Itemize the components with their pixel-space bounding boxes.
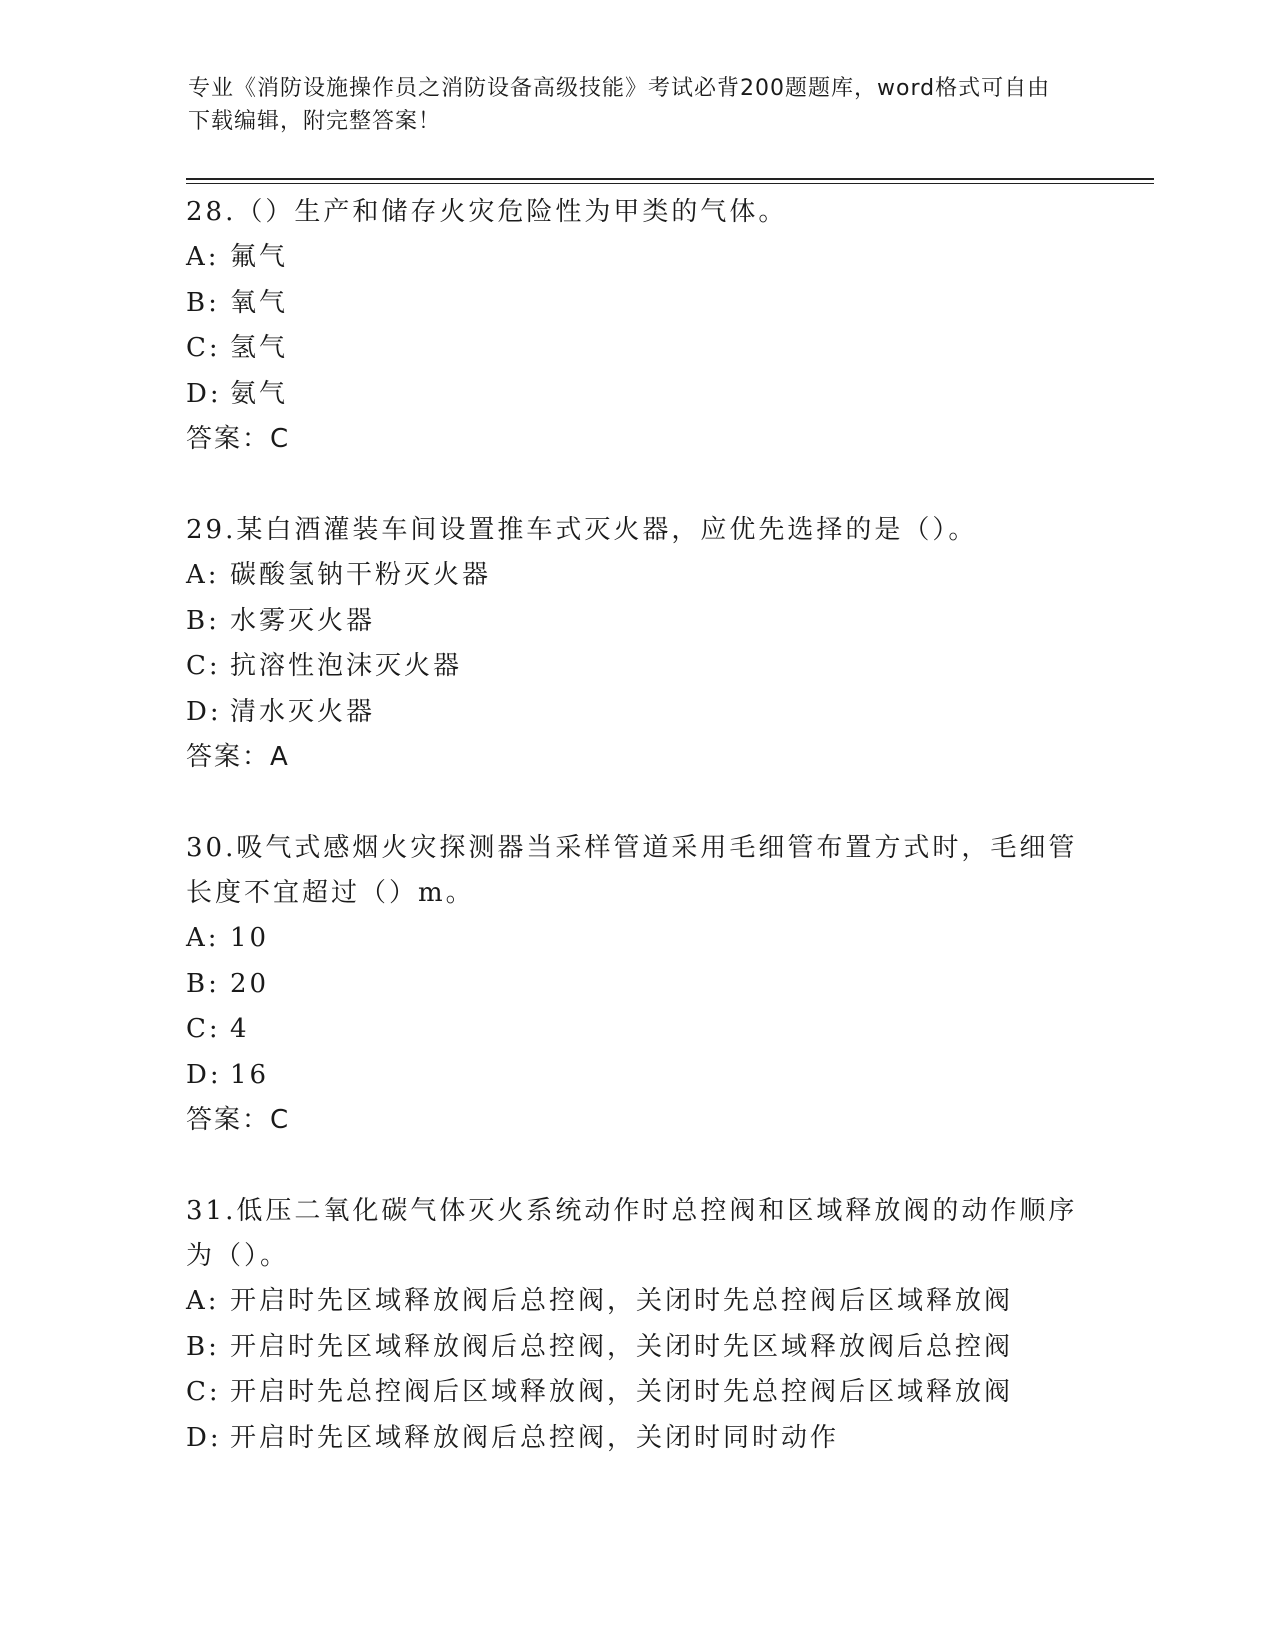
option-d	[186, 1416, 1086, 1462]
option-c	[186, 644, 1086, 690]
option-a	[186, 553, 1086, 599]
answer-line: 答案：C	[186, 1105, 291, 1135]
option-key: C:	[186, 333, 221, 363]
option-b	[186, 281, 1086, 327]
option-key: C:	[186, 651, 221, 681]
question-stem: 31.低压二氧化碳气体灭火系统动作时总控阀和区域释放阀的动作顺序为（）。	[186, 1196, 1078, 1271]
option-c	[186, 1370, 1086, 1416]
option-key: A:	[186, 560, 220, 590]
option-text: 氨气	[230, 378, 289, 409]
option-key: D:	[186, 1422, 222, 1453]
question-stem: 30.吸气式感烟火灾探测器当采样管道采用毛细管布置方式时，毛细管长度不宜超过（）m。	[186, 833, 1078, 908]
option-text: 氢气	[230, 333, 289, 363]
option-b	[186, 599, 1086, 645]
question-29	[186, 508, 1086, 780]
option-text: 氟气	[230, 242, 289, 272]
option-c	[186, 1007, 1086, 1053]
option-text: 氧气	[230, 287, 289, 318]
option-key: C:	[186, 1014, 221, 1044]
option-b	[186, 1325, 1086, 1371]
option-d	[186, 372, 1086, 418]
option-key: A:	[186, 242, 220, 272]
option-d	[186, 1053, 1086, 1099]
option-key: C:	[186, 1377, 221, 1407]
option-text: 开启时先区域释放阀后总控阀，关闭时先区域释放阀后总控阀	[230, 1331, 1014, 1362]
option-b	[186, 962, 1086, 1008]
header-divider	[186, 178, 1154, 184]
option-key: B:	[186, 1331, 220, 1362]
question-stem: 28.（）生产和储存火灾危险性为甲类的气体。	[186, 197, 788, 227]
option-a	[186, 916, 1086, 962]
question-28	[186, 190, 1086, 462]
option-text: 10	[230, 923, 270, 953]
option-text: 16	[230, 1059, 270, 1090]
question-30	[186, 826, 1086, 1143]
option-text: 开启时先区域释放阀后总控阀，关闭时先总控阀后区域释放阀	[230, 1286, 1014, 1316]
option-text: 水雾灭火器	[230, 605, 376, 636]
question-stem: 29.某白酒灌装车间设置推车式灭火器，应优先选择的是（）。	[186, 515, 978, 545]
option-key: D:	[186, 696, 222, 727]
option-key: B:	[186, 605, 220, 636]
option-key: D:	[186, 1059, 222, 1090]
document-header: 专业《消防设施操作员之消防设备高级技能》考试必背200题题库，word格式可自由下载编辑，附完整答案！	[188, 76, 1051, 134]
option-a	[186, 235, 1086, 281]
question-list	[186, 190, 1086, 1507]
option-text: 20	[230, 968, 270, 999]
option-text: 4	[230, 1014, 250, 1044]
option-key: D:	[186, 378, 222, 409]
option-key: B:	[186, 968, 220, 999]
option-c	[186, 326, 1086, 372]
option-text: 开启时先区域释放阀后总控阀，关闭时同时动作	[230, 1422, 840, 1453]
option-text: 抗溶性泡沫灭火器	[230, 651, 463, 681]
option-text: 开启时先总控阀后区域释放阀，关闭时先总控阀后区域释放阀	[230, 1377, 1014, 1407]
option-key: A:	[186, 1286, 220, 1316]
option-key: B:	[186, 287, 220, 318]
option-text: 碳酸氢钠干粉灭火器	[230, 560, 492, 590]
option-a	[186, 1279, 1086, 1325]
answer-line: 答案：A	[186, 742, 290, 772]
option-d	[186, 690, 1086, 736]
option-text: 清水灭火器	[230, 696, 376, 727]
option-key: A:	[186, 923, 220, 953]
question-31	[186, 1189, 1086, 1461]
answer-line: 答案：C	[186, 424, 291, 454]
